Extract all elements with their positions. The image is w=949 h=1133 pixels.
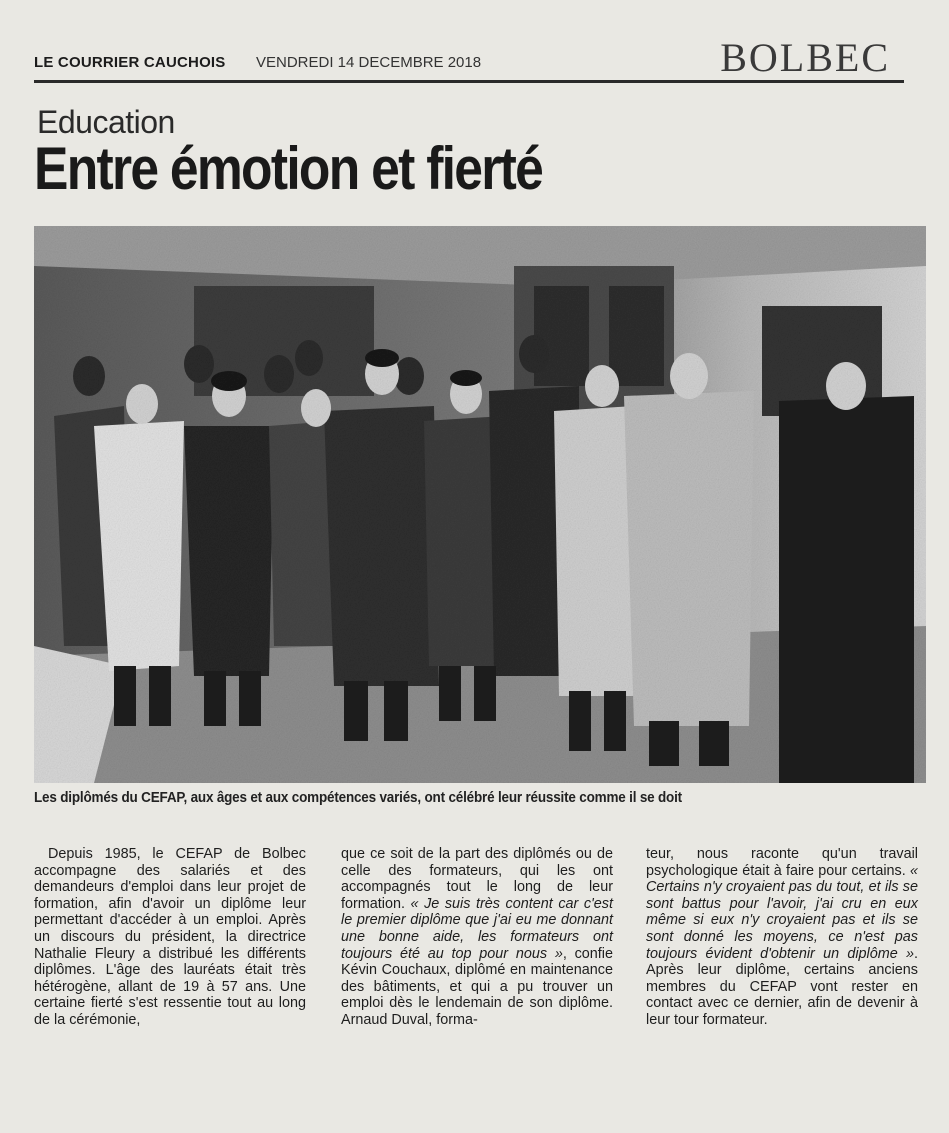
article-headline: Entre émotion et fierté bbox=[34, 135, 543, 202]
masthead bbox=[34, 35, 904, 83]
quote: « Certains n'y croyaient pas du tout, et ils se sont battus pour l'avoir, j'ai cru en eux même si eux n'y croyaient pas et ils se sont donné les moyens, ce n'est pas toujours évident d'obtenir un diplôme » bbox=[646, 862, 918, 962]
article-kicker: Education bbox=[37, 104, 175, 140]
section-name: BOLBEC bbox=[720, 35, 890, 80]
paragraph bbox=[341, 846, 613, 1029]
text-run: , confie Kévin Couchaux, diplômé en maintenance des bâtiments, et qui a pu trouver un emploi dès le lendemain de son diplôme. Arnaud Duval, forma- bbox=[341, 945, 613, 1028]
quote: « Je suis très content car c'est le premier diplôme que j'ai eu me donnant une bonne aide, les formateurs ont toujours été au top pour nous » bbox=[341, 895, 614, 962]
group-photo bbox=[34, 226, 926, 783]
article-column-3 bbox=[646, 846, 918, 1029]
article-body bbox=[34, 846, 926, 1116]
paragraph bbox=[646, 846, 918, 1029]
issue-date: VENDREDI 14 DECEMBRE 2018 bbox=[256, 54, 482, 71]
article-column-1 bbox=[34, 846, 306, 1029]
paper-name: LE COURRIER CAUCHOIS bbox=[34, 54, 226, 71]
photo-caption: Les diplômés du CEFAP, aux âges et aux compétences variés, ont célébré leur réussite comme il se doit bbox=[34, 790, 682, 806]
article-column-2 bbox=[341, 846, 613, 1029]
text-run: teur, nous raconte qu'un travail psychologique était à faire pour certains. bbox=[646, 846, 918, 879]
text-run: . Après leur diplôme, certains anciens membres du CEFAP vont rester en contact avec ce dernier, afin de devenir à leur tour formateur. bbox=[646, 945, 918, 1028]
paragraph: Depuis 1985, le CEFAP de Bolbec accompagne des salariés et des demandeurs d'emploi dans leur projet de formation, afin d'avoir un diplôme leur permettant d'accéder à un emploi. Après un discours du président, la directrice Nathalie Fleury a distribué les différents diplômes. L'âge des lauréats était très hétérogène, allant de 19 à 57 ans. Une certaine fierté s'est ressentie tout au long de la cérémonie, bbox=[34, 846, 306, 1028]
text-run: que ce soit de la part des diplômés ou de celle des formateurs, qui les ont accompagnés tout le long de leur formation. bbox=[341, 846, 613, 912]
